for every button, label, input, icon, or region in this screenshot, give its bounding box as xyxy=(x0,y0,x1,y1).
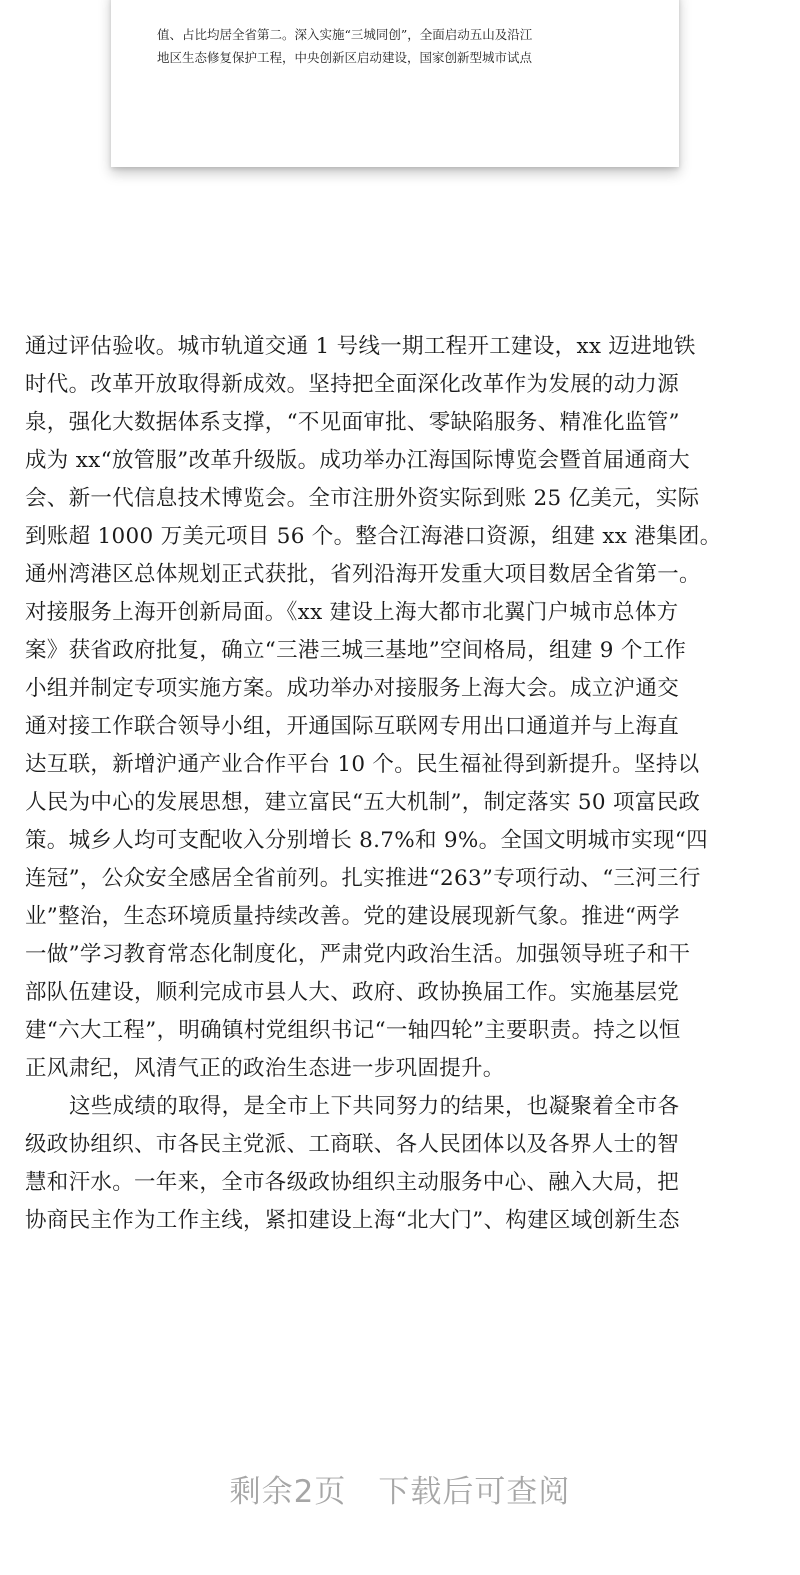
body-line: 到账超 1000 万美元项目 56 个。整合江海港口资源，组建 xx 港集团。 xyxy=(25,524,722,549)
body-line: 时代。改革开放取得新成效。坚持把全面深化改革作为发展的动力源 xyxy=(25,372,680,397)
preview-line-2: 地区生态修复保护工程，中央创新区启动建设，国家创新型城市试点 xyxy=(157,50,533,65)
body-line: 建“六大工程”，明确镇村党组织书记“一轴四轮”主要职责。持之以恒 xyxy=(25,1018,681,1043)
paragraph-line: 级政协组织、市各民主党派、工商联、各人民团体以及各界人士的智 xyxy=(25,1132,680,1157)
document-body xyxy=(25,328,785,1240)
paragraph-line: 这些成绩的取得，是全市上下共同努力的结果，也凝聚着全市各 xyxy=(69,1094,680,1119)
body-line: 人民为中心的发展思想，建立富民“五大机制”，制定落实 50 项富民政 xyxy=(25,790,701,815)
body-line: 对接服务上海开创新局面。《xx 建设上海大都市北翼门户城市总体方 xyxy=(25,600,679,625)
body-line: 成为 xx“放管服”改革升级版。成功举办江海国际博览会暨首届通商大 xyxy=(25,448,690,473)
body-line: 小组并制定专项实施方案。成功举办对接服务上海大会。成立沪通交 xyxy=(25,676,680,701)
body-line: 通州湾港区总体规划正式获批，省列沿海开发重大项目数居全省第一。 xyxy=(25,562,701,587)
body-line: 连冠”，公众安全感居全省前列。扎实推进“263”专项行动、“三河三行 xyxy=(25,866,701,891)
body-line: 正风肃纪，风清气正的政治生态进一步巩固提升。 xyxy=(25,1056,505,1081)
body-line: 策。城乡人均可支配收入分别增长 8.7%和 9%。全国文明城市实现“四 xyxy=(25,828,708,853)
body-line: 达互联，新增沪通产业合作平台 10 个。民生福祉得到新提升。坚持以 xyxy=(25,752,700,777)
body-line: 部队伍建设，顺利完成市县人大、政府、政协换届工作。实施基层党 xyxy=(25,980,680,1005)
body-line: 案》获省政府批复，确立“三港三城三基地”空间格局，组建 9 个工作 xyxy=(25,638,687,663)
body-line: 业”整治，生态环境质量持续改善。党的建设展现新气象。推进“两学 xyxy=(25,904,680,929)
body-line: 通对接工作联合领导小组，开通国际互联网专用出口通道并与上海直 xyxy=(25,714,680,739)
paragraph-line: 慧和汗水。一年来，全市各级政协组织主动服务中心、融入大局，把 xyxy=(25,1170,680,1195)
body-line: 通过评估验收。城市轨道交通 1 号线一期工程开工建设，xx 迈进地铁 xyxy=(25,334,696,359)
body-line: 会、新一代信息技术博览会。全市注册外资实际到账 25 亿美元，实际 xyxy=(25,486,700,511)
body-line: 泉，强化大数据体系支撑，“不见面审批、零缺陷服务、精准化监管” xyxy=(25,410,680,435)
preview-line-1: 值、占比均居全省第二。深入实施“三城同创”，全面启动五山及沿江 xyxy=(157,27,533,42)
paragraph-line: 协商民主作为工作主线，紧扣建设上海“北大门”、构建区域创新生态 xyxy=(25,1208,680,1233)
remaining-pages-download-link[interactable]: 剩余2页 下载后可查阅 xyxy=(229,1474,571,1510)
previous-page-preview xyxy=(111,0,679,167)
body-line: 一做”学习教育常态化制度化，严肃党内政治生活。加强领导班子和干 xyxy=(25,942,691,967)
